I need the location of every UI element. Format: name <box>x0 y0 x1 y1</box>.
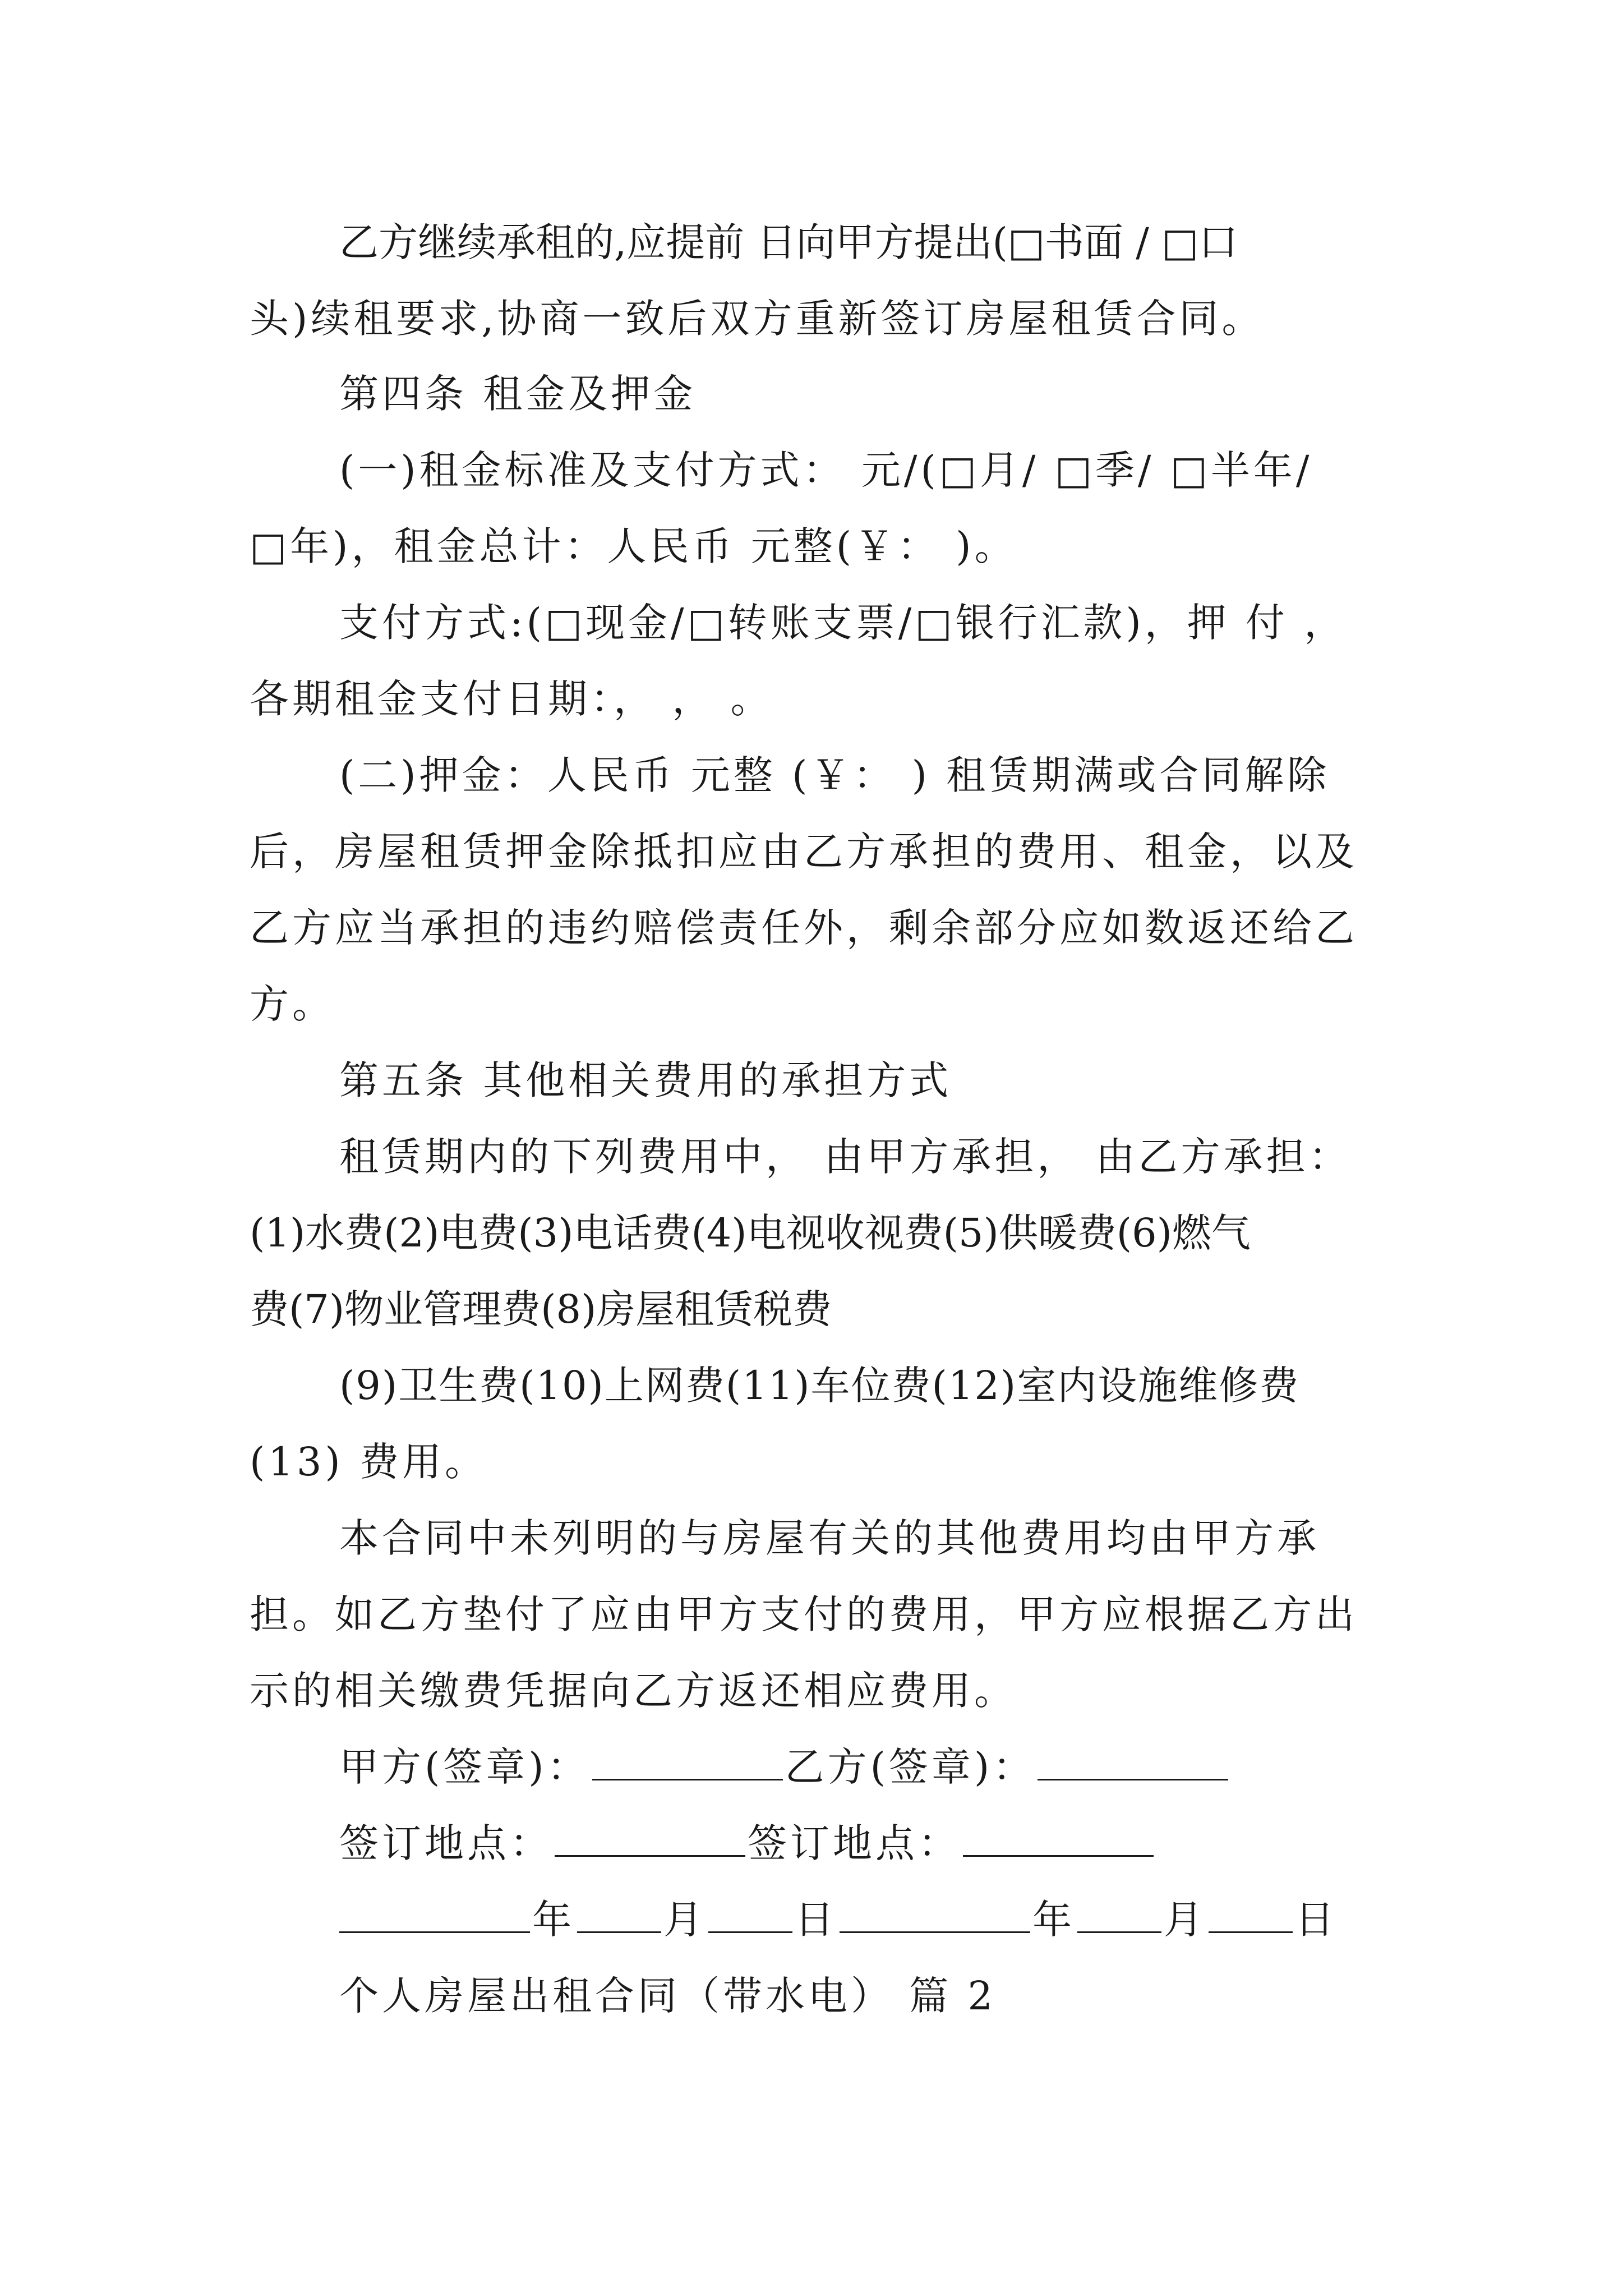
paragraph-line: (9)卫生费(10)上网费(11)车位费(12)室内设施维修费 <box>339 1363 1300 1409</box>
paragraph-line: (一)租金标准及支付方式： 元/(□月/ □季/ □半年/ <box>339 447 1313 493</box>
year-a-blank <box>339 1892 530 1933</box>
paragraph-line: 后，房屋租赁押金除抵扣应由乙方承担的费用、租金，以及 <box>250 829 1358 875</box>
paragraph-line: 担。如乙方垫付了应由甲方支付的费用，甲方应根据乙方出 <box>250 1591 1358 1637</box>
year-b-blank <box>840 1892 1030 1933</box>
paragraph-line: 费(7)物业管理费(8)房屋租赁税费 <box>250 1286 832 1332</box>
paragraph-line: 各期租金支付日期：， ， 。 <box>250 676 773 722</box>
paragraph-line: 支付方式:(□现金/□转账支票/□银行汇款)，押 付 ， <box>339 600 1347 646</box>
day-a-blank <box>708 1892 792 1933</box>
paragraph-line <box>339 214 1370 270</box>
day-b-blank <box>1209 1892 1293 1933</box>
signing-place-row <box>339 1815 1156 1871</box>
month-a-blank <box>577 1892 661 1933</box>
year-a-label: 年 <box>532 1897 575 1943</box>
place-a-blank <box>555 1816 745 1857</box>
paragraph-line: 乙方应当承担的违约赔偿责任外，剩余部分应如数返还给乙 <box>250 905 1358 951</box>
paragraph-line: 示的相关缴费凭据向乙方返还相应费用。 <box>250 1668 1017 1714</box>
signature-row <box>339 1739 1230 1795</box>
party-b-sign-label: 乙方(签章)： <box>785 1744 1036 1790</box>
year-b-label: 年 <box>1032 1897 1075 1943</box>
paragraph-line: 本合同中未列明的与房屋有关的其他费用均由甲方承 <box>339 1515 1320 1561</box>
paragraph-line: 方。 <box>250 981 335 1027</box>
paragraph-line: □年)，租金总计：人民币 元整(￥： )。 <box>250 523 1017 569</box>
party-a-sign-label: 甲方(签章)： <box>339 1744 590 1790</box>
text-line: 乙方继续承租的,应提前 日向甲方提出(□书面 / □口 <box>339 219 1238 265</box>
party-b-sign-blank <box>1038 1740 1228 1780</box>
paragraph-line: 租赁期内的下列费用中， 由甲方承担， 由乙方承担： <box>339 1134 1352 1180</box>
party-a-sign-blank <box>592 1740 783 1780</box>
date-row <box>339 1892 1338 1948</box>
paragraph-line: (二)押金：人民币 元整 (￥： ) 租赁期满或合同解除 <box>339 752 1330 798</box>
article-4-title: 第四条 租金及押金 <box>339 371 697 417</box>
paragraph-line: 头)续租要求,协商一致后双方重新签订房屋租赁合同。 <box>250 296 1265 342</box>
place-b-blank <box>963 1816 1154 1857</box>
place-a-label: 签订地点： <box>339 1820 552 1866</box>
article-5-title: 第五条 其他相关费用的承担方式 <box>339 1057 952 1103</box>
paragraph-line: (1)水费(2)电费(3)电话费(4)电视收视费(5)供暖费(6)燃气 <box>250 1210 1251 1256</box>
month-b-blank <box>1077 1892 1161 1933</box>
place-b-label: 签订地点： <box>748 1820 961 1866</box>
month-b-label: 月 <box>1164 1897 1206 1943</box>
next-section-title: 个人房屋出租合同（带水电） 篇 2 <box>339 1973 997 2019</box>
month-a-label: 月 <box>663 1897 706 1943</box>
paragraph-line: (13) 费用。 <box>250 1439 487 1485</box>
day-b-label: 日 <box>1295 1897 1338 1943</box>
day-a-label: 日 <box>795 1897 837 1943</box>
